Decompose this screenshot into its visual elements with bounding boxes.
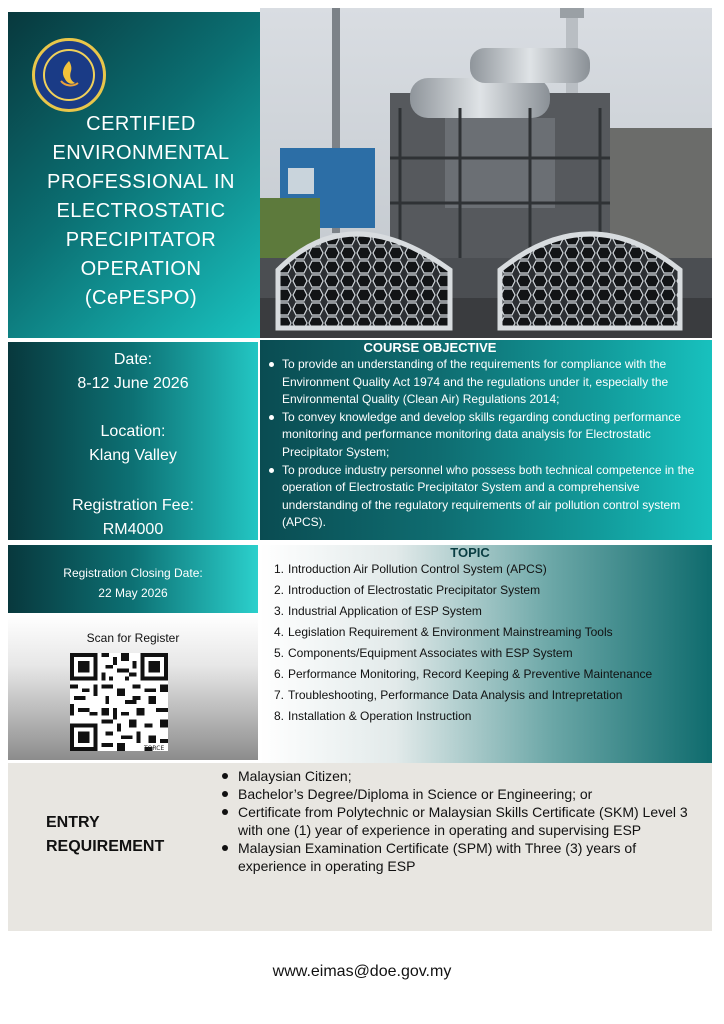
topic-item [274, 685, 704, 706]
closing-date-label: Registration Closing Date: [63, 566, 203, 580]
entry-heading-line: REQUIREMENT [46, 838, 165, 855]
logo-mark-icon [57, 59, 81, 89]
entry-requirement-heading [46, 811, 206, 859]
title-line: PRECIPITATOR [65, 229, 217, 251]
topic-number: 2. [274, 583, 285, 597]
topic-text: Troubleshooting, Performance Data Analysis and Intrepretation [288, 688, 623, 702]
entry-heading-line: ENTRY [46, 814, 100, 831]
topic-number: 4. [274, 625, 285, 639]
title-panel [8, 12, 260, 338]
topic-text: Installation & Operation Instruction [288, 709, 472, 723]
title-line: OPERATION [80, 258, 202, 280]
title-line: (CePESPO) [84, 287, 198, 309]
topic-number: 3. [274, 604, 285, 618]
topic-number: 6. [274, 667, 285, 681]
objective-item: To provide an understanding of the requirements for compliance with the Environment Quality Act 1974 and the regulations under it, especially the Environmental Quality (Clean Air) Regulations 2014; [266, 356, 712, 409]
entry-requirement-item: Certificate from Polytechnic or Malaysian Skills Certificate (SKM) Level 3 with one (1) year of experience in operating and supervising ESP [220, 803, 708, 839]
entry-requirement-item: Malaysian Citizen; [220, 767, 708, 785]
fee-value: RM4000 [102, 521, 164, 538]
topic-text: Performance Monitoring, Record Keeping & Preventive Maintenance [288, 667, 653, 681]
topic-item [274, 559, 704, 580]
date-value: 8-12 June 2026 [77, 375, 189, 392]
contact-email-link[interactable]: www.eimas@doe.gov.my [272, 963, 452, 980]
topic-panel [260, 545, 712, 763]
topic-item [274, 664, 704, 685]
topic-number: 5. [274, 646, 285, 660]
objective-item: To convey knowledge and develop skills regarding conducting performance monitoring and performance monitoring data analysis for Electrostatic Precipitator System; [266, 409, 712, 462]
esp-installation-photo [260, 8, 712, 338]
registration-qr-panel [8, 615, 258, 760]
entry-requirement-panel [8, 763, 712, 931]
esp-illustration [260, 8, 712, 338]
title-line: ELECTROSTATIC [56, 200, 226, 222]
date-label: Date: [113, 351, 153, 368]
location-value: Klang Valley [89, 447, 177, 464]
topic-item [274, 601, 704, 622]
scan-label: Scan for Register [86, 631, 180, 645]
topic-text: Introduction of Electrostatic Precipitator System [288, 583, 541, 597]
eimas-logo-icon [32, 38, 106, 112]
objective-item: To produce industry personnel who possess both technical competence in the operation of Electrostatic Precipitator System and a comprehensive understanding of the regulatory requirements of air pollution control system (APCS). [266, 462, 712, 532]
topic-text: Industrial Application of ESP System [288, 604, 482, 618]
topic-heading: TOPIC [450, 545, 490, 560]
entry-requirement-item: Malaysian Examination Certificate (SPM) with Three (3) years of experience in operating ESP [220, 839, 708, 875]
topic-number: 1. [274, 562, 285, 576]
topic-list [274, 559, 704, 727]
course-objective-panel [260, 340, 712, 540]
topic-item [274, 643, 704, 664]
entry-requirement-list [220, 767, 708, 875]
topic-item [274, 706, 704, 727]
topic-text: Legislation Requirement & Environment Mainstreaming Tools [288, 625, 613, 639]
topic-text: Components/Equipment Associates with ESP System [288, 646, 573, 660]
topic-item [274, 622, 704, 643]
title-line: PROFESSIONAL IN [47, 171, 235, 193]
title-line: ENVIRONMENTAL [52, 142, 230, 164]
topic-number: 7. [274, 688, 285, 702]
topic-number: 8. [274, 709, 285, 723]
course-title [36, 110, 246, 313]
closing-date-panel [8, 545, 258, 613]
course-objective-heading: COURSE OBJECTIVE [363, 340, 497, 355]
title-line: CERTIFIED [86, 113, 196, 135]
qr-brand: TORCE [144, 745, 165, 752]
event-details [8, 342, 258, 540]
topic-text: Introduction Air Pollution Control System (APCS) [288, 562, 547, 576]
objective-list [266, 356, 712, 532]
closing-date-value: 22 May 2026 [98, 586, 168, 600]
location-label: Location: [100, 423, 166, 440]
entry-requirement-item: Bachelor’s Degree/Diploma in Science or Engineering; or [220, 785, 708, 803]
topic-item [274, 580, 704, 601]
registration-qr-code[interactable] [70, 653, 168, 751]
fee-label: Registration Fee: [72, 497, 194, 514]
